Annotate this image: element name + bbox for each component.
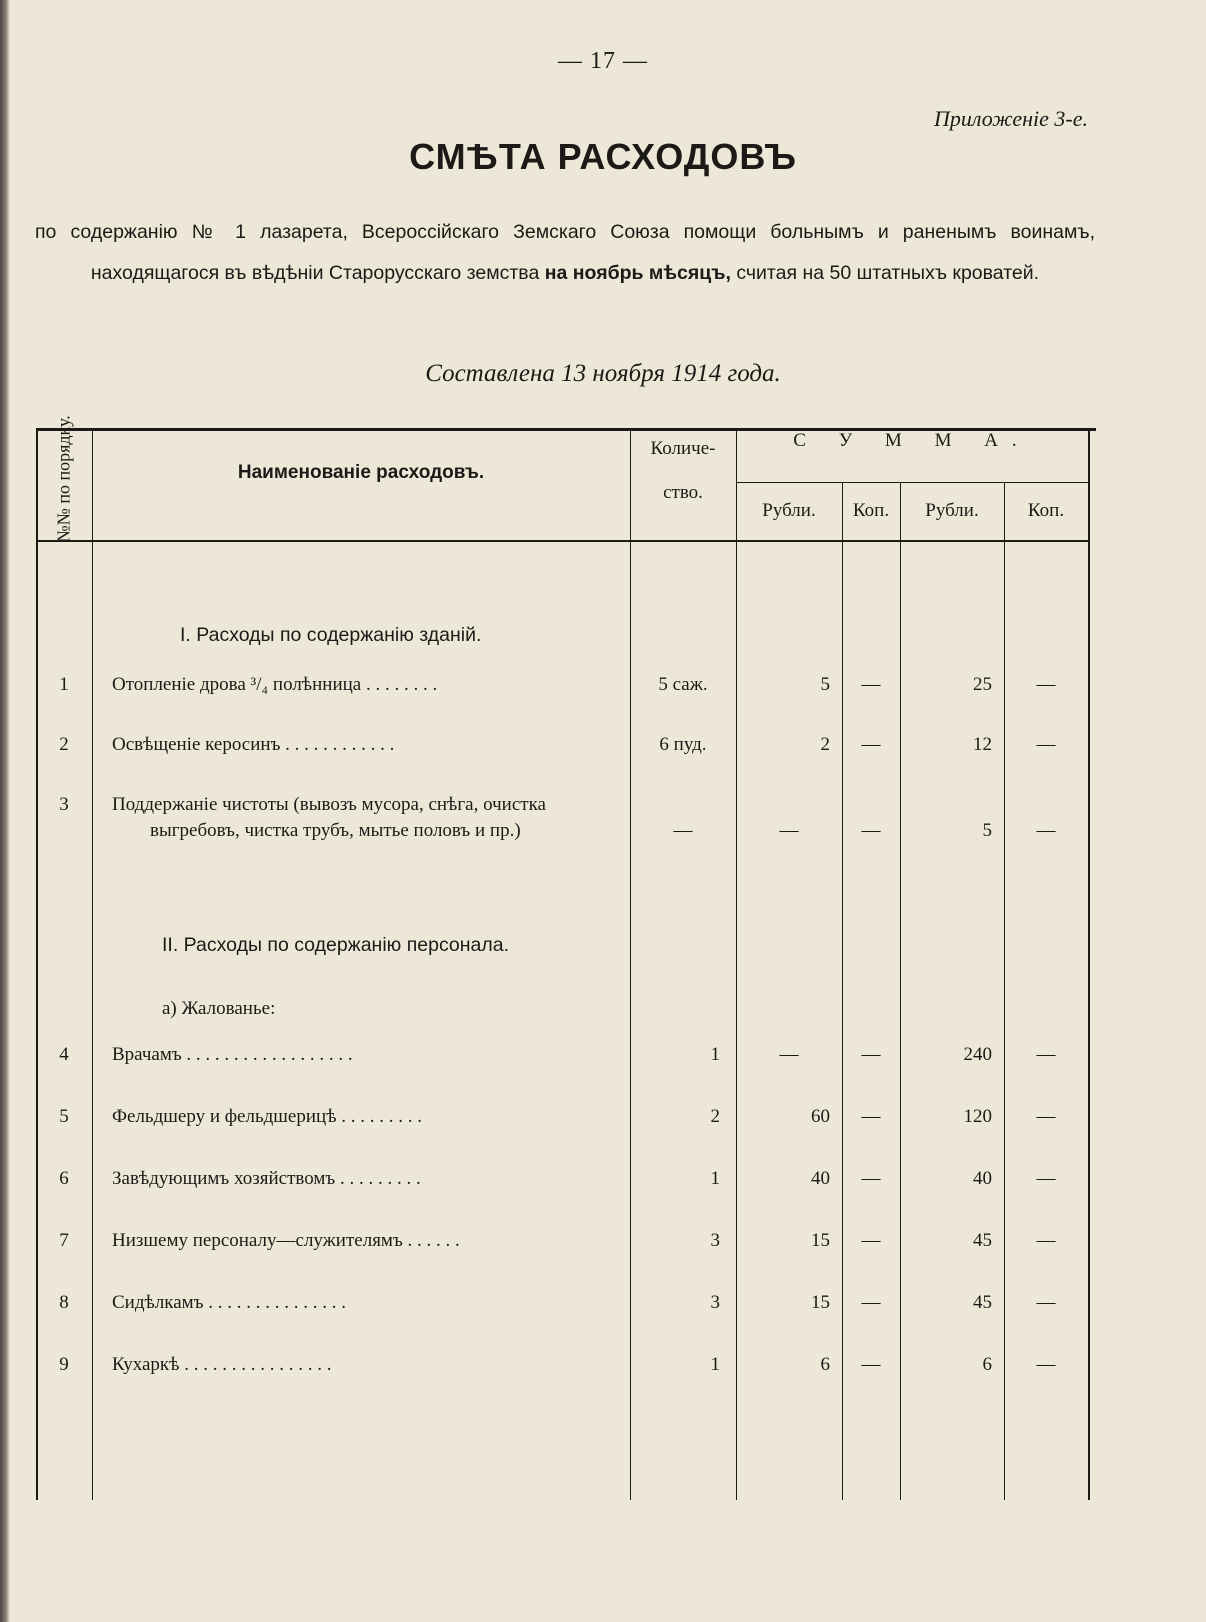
row-name: Фельдшеру и фельдшерицѣ . . . . . . . . . (112, 1106, 423, 1127)
header-number: №№ по порядку. (53, 415, 74, 543)
row-kop1: — (861, 1230, 881, 1251)
row-rub1: 2 (820, 734, 830, 755)
row-number: 4 (59, 1044, 69, 1065)
row-number: 1 (59, 674, 69, 695)
row-kop2: — (1036, 734, 1056, 755)
row-rub2: 5 (982, 820, 992, 841)
sum-header-rule (736, 482, 1088, 483)
row-rub2: 45 (973, 1230, 992, 1251)
row-rub2: 6 (982, 1354, 992, 1375)
row-number: 6 (59, 1168, 69, 1189)
row-rub2: 12 (973, 734, 992, 755)
col-rule-left (36, 428, 38, 1500)
row-number: 8 (59, 1292, 69, 1313)
header-qty-bottom: ство. (663, 482, 703, 503)
table-row (36, 794, 1088, 854)
row-name: Поддержанiе чистоты (вывозъ мусора, снѣга, очистка (112, 794, 546, 815)
table-row (36, 1106, 1088, 1136)
row-kop2: — (1036, 674, 1056, 695)
row-rub2: 45 (973, 1292, 992, 1313)
row-kop2: — (1036, 1354, 1056, 1375)
row-qty: 3 (710, 1292, 720, 1313)
table-row (36, 1044, 1088, 1074)
row-rub1: 15 (811, 1292, 830, 1313)
row-kop2: — (1036, 1168, 1056, 1189)
row-name: Сидѣлкамъ . . . . . . . . . . . . . . . (112, 1292, 347, 1313)
expense-table (36, 415, 1096, 1500)
row-kop1: — (861, 1292, 881, 1313)
row-kop2: — (1036, 1106, 1056, 1127)
table-row (36, 1230, 1088, 1260)
row-rub1: 60 (811, 1106, 830, 1127)
row-name: Завѣдующимъ хозяйствомъ . . . . . . . . . (112, 1168, 421, 1189)
row-qty: 5 саж. (658, 674, 708, 695)
table-row (36, 1292, 1088, 1322)
col-rule-number (92, 428, 93, 1500)
table-row (36, 734, 1088, 764)
col-rule-rub2 (1004, 482, 1005, 1500)
row-name: Кухаркѣ . . . . . . . . . . . . . . . . (112, 1354, 332, 1375)
row-rub2: 240 (963, 1044, 992, 1065)
row-kop2: — (1036, 1230, 1056, 1251)
row-rub1: — (779, 1044, 799, 1065)
row-kop1: — (861, 1044, 881, 1065)
header-rub2: Рубли. (925, 500, 979, 521)
header-name: Наименованiе расходовъ. (237, 462, 485, 483)
row-qty: — (673, 820, 693, 841)
row-number: 3 (59, 794, 69, 815)
col-rule-right (1088, 428, 1090, 1500)
row-number: 5 (59, 1106, 69, 1127)
col-rule-name (630, 428, 631, 1500)
col-rule-kop1 (900, 482, 901, 1500)
header-kop1: Коп. (852, 500, 890, 521)
col-rule-qty (736, 428, 737, 1500)
composed-date: Составлена 13 ноября 1914 года. (425, 360, 781, 387)
row-rub2: 120 (963, 1106, 992, 1127)
row-rub1: 40 (811, 1168, 830, 1189)
row-kop1: — (861, 734, 881, 755)
description-month: на ноябрь мѣсяцъ, (544, 262, 731, 284)
header-sum: С У М М А. (793, 430, 1031, 451)
row-kop1: — (861, 1354, 881, 1375)
description-text-2: считая на 50 штатныхъ кроватей. (736, 262, 1040, 284)
row-kop1: — (861, 674, 881, 695)
section-heading-buildings: I. Расходы по содержанiю зданiй. (180, 624, 482, 646)
row-qty: 3 (710, 1230, 720, 1251)
section-heading-personnel: II. Расходы по содержанiю персонала. (162, 934, 510, 956)
header-kop2: Коп. (1027, 500, 1065, 521)
header-bottom-rule (36, 540, 1088, 542)
row-rub1: 5 (820, 674, 830, 695)
row-qty: 2 (710, 1106, 720, 1127)
row-number: 2 (59, 734, 69, 755)
row-rub1: — (779, 820, 799, 841)
table-row (36, 1354, 1088, 1384)
row-number: 7 (59, 1230, 69, 1251)
row-rub1: 15 (811, 1230, 830, 1251)
row-qty: 1 (710, 1044, 720, 1065)
row-name: Врачамъ . . . . . . . . . . . . . . . . . . (112, 1044, 353, 1065)
table-row (36, 1168, 1088, 1198)
appendix-label: Приложенiе 3-е. (933, 106, 1088, 131)
row-name: Отопленiе дрова ³/₄ полѣнница . . . . . . . . (112, 674, 438, 695)
row-name: Низшему персоналу—служителямъ . . . . . . (112, 1230, 460, 1251)
row-kop2: — (1036, 1292, 1056, 1313)
row-kop2: — (1036, 1044, 1056, 1065)
row-kop1: — (861, 1168, 881, 1189)
row-qty: 1 (710, 1354, 720, 1375)
row-rub1: 6 (820, 1354, 830, 1375)
document-title: СМѢТА РАСХОДОВЪ (409, 136, 797, 177)
row-kop1: — (861, 820, 881, 841)
document-description (35, 212, 1095, 294)
col-rule-rub1 (842, 482, 843, 1500)
description-text-1: по содержанiю № 1 лазарета, Всероссiйскаго Земскаго Союза помощи больнымъ и раненымъ воинамъ, находящагося въ вѣдѣнiи Старорусскаго земства (35, 221, 1095, 284)
page-binding-edge (0, 0, 10, 1622)
page-number: — 17 — (558, 48, 648, 74)
table-row (36, 674, 1088, 704)
section-heading-salaries: а) Жалованье: (162, 998, 276, 1019)
row-rub2: 25 (973, 674, 992, 695)
row-kop1: — (861, 1106, 881, 1127)
row-qty: 6 пуд. (659, 734, 707, 755)
row-number: 9 (59, 1354, 69, 1375)
header-qty-top: Количе- (650, 438, 716, 459)
row-kop2: — (1036, 820, 1056, 841)
row-name: Освѣщенiе керосинъ . . . . . . . . . . . . (112, 734, 395, 755)
row-qty: 1 (710, 1168, 720, 1189)
row-rub2: 40 (973, 1168, 992, 1189)
row-name-continued: выгребовъ, чистка трубъ, мытье половъ и пр.) (150, 820, 521, 841)
header-rub1: Рубли. (762, 500, 816, 521)
